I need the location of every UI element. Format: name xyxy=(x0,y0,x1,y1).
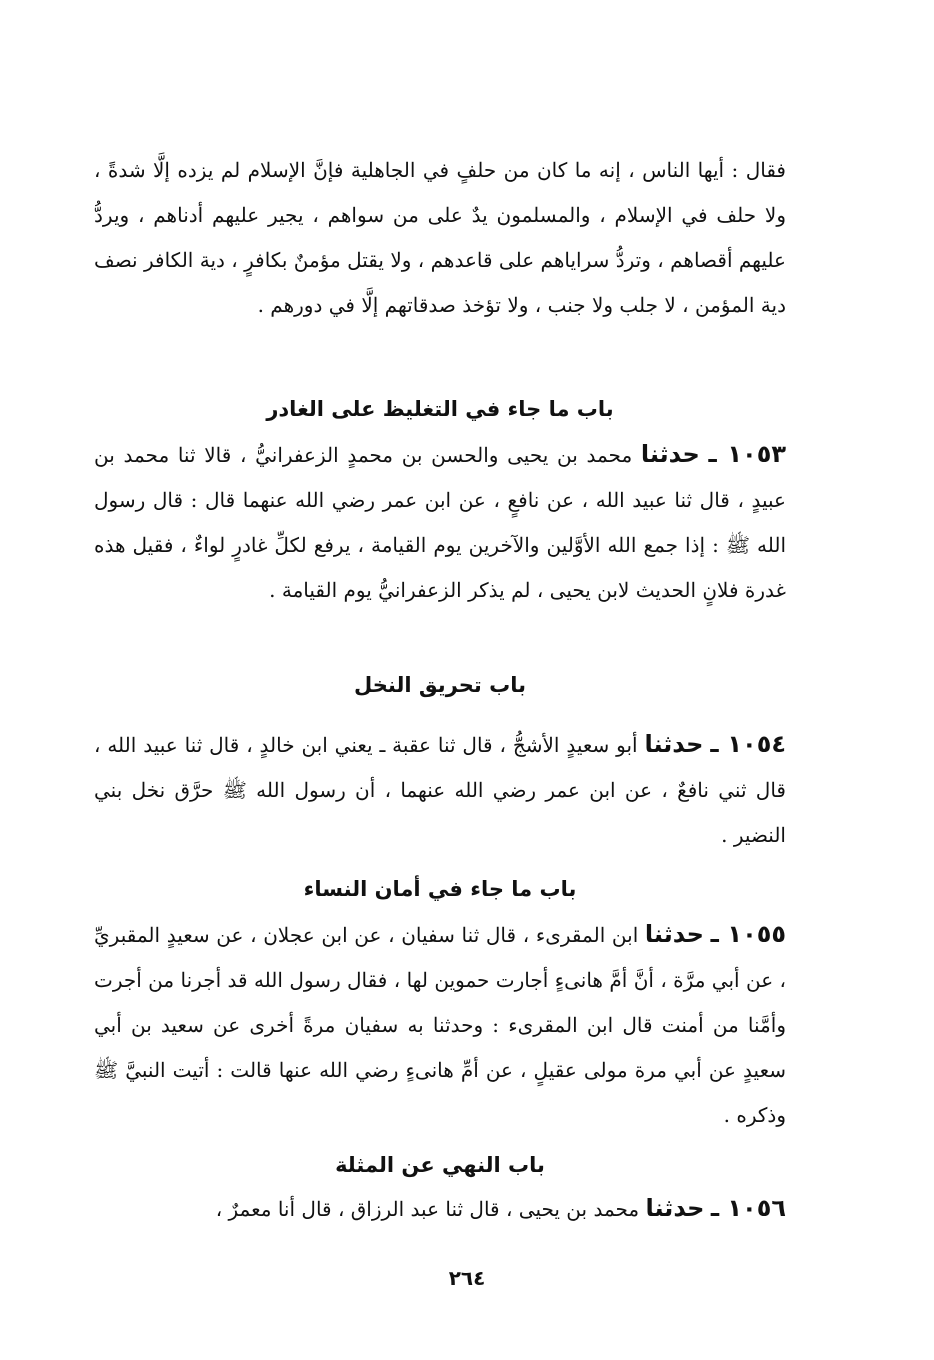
section-heading-mutilation: باب النهي عن المثلة xyxy=(335,1153,545,1177)
haddathana-keyword: حدثنا xyxy=(644,920,704,948)
hadith-1054 xyxy=(94,722,786,858)
hadith-1055 xyxy=(94,912,786,1138)
section-heading-palm-burning: باب تحريق النخل xyxy=(354,673,526,697)
haddathana-keyword: حدثنا xyxy=(645,1194,705,1222)
haddathana-keyword: حدثنا xyxy=(640,440,700,468)
intro-paragraph xyxy=(94,148,786,328)
hadith-text: محمد بن يحيى ، قال ثنا عبد الرزاق ، قال أنا معمرٌ ، xyxy=(215,1197,646,1221)
section-heading-women-protection: باب ما جاء في أمان النساء xyxy=(303,877,577,901)
haddathana-keyword: حدثنا xyxy=(644,730,704,758)
hadith-text: ابن المقرىء ، قال ثنا سفيان ، عن ابن عجلان ، عن سعيدٍ المقبريِّ ، عن أبي مرَّة ، أنَّ أمَّ هانىءٍ أجارت حموين لها ، فقال رسول الله قد أجرنا من أجرت وأمَّنا من أمنت قال ابن المقرىء : وحدثنا به سفيان مرةً أخرى عن سعيد بن أبي سعيدٍ عن أبي مرة مولى عقيلٍ ، عن أمِّ هانىءٍ رضي الله عنها قالت : أتيت النبيَّ ﷺ وذكره . xyxy=(94,923,786,1127)
hadith-1056 xyxy=(94,1186,786,1232)
hadith-text: محمد بن يحيى والحسن بن محمدٍ الزعفرانيُّ ، قالا ثنا محمد بن عبيدٍ ، قال ثنا عبيد الله ، عن نافعٍ ، عن ابن عمر رضي الله عنهما قال : قال رسول الله ﷺ : إذا جمع الله الأوَّلين والآخرين يوم القيامة ، يرفع لكلِّ غادرٍ لواءٌ ، فقيل هذه غدرة فلانٍ الحديث لابن يحيى ، لم يذكر الزعفرانيُّ يوم القيامة . xyxy=(94,443,786,602)
hadith-number: ١٠٥٣ ـ xyxy=(708,440,786,468)
hadith-text: أبو سعيدٍ الأشجُّ ، قال ثنا عقبة ـ يعني ابن خالدٍ ، قال ثنا عبيد الله ، قال ثني نافعٌ ، عن ابن عمر رضي الله عنهما ، أن رسول الله ﷺ حرَّق نخل بني النضير . xyxy=(94,733,786,847)
hadith-1053 xyxy=(94,432,786,613)
intro-text: فقال : أيها الناس ، إنه ما كان من حلفٍ في الجاهلية فإنَّ الإسلام لم يزده إلَّا شدةً ، ولا حلف في الإسلام ، والمسلمون يدٌ على من سواهم ، يجير عليهم أدناهم ، ويردُّ عليهم أقصاهم ، وتردُّ سراياهم على قاعدهم ، ولا يقتل مؤمنٌ بكافرٍ ، دية الكافر نصف دية المؤمن ، لا جلب ولا جنب ، ولا تؤخذ صدقاتهم إلَّا في دورهم . xyxy=(94,158,786,317)
hadith-number: ١٠٥٥ ـ xyxy=(710,920,787,948)
hadith-number: ١٠٥٦ ـ xyxy=(710,1194,786,1222)
page-number: ٢٦٤ xyxy=(448,1266,486,1290)
section-heading-betrayal: باب ما جاء في التغليظ على الغادر xyxy=(266,397,614,421)
hadith-number: ١٠٥٤ ـ xyxy=(710,730,786,758)
